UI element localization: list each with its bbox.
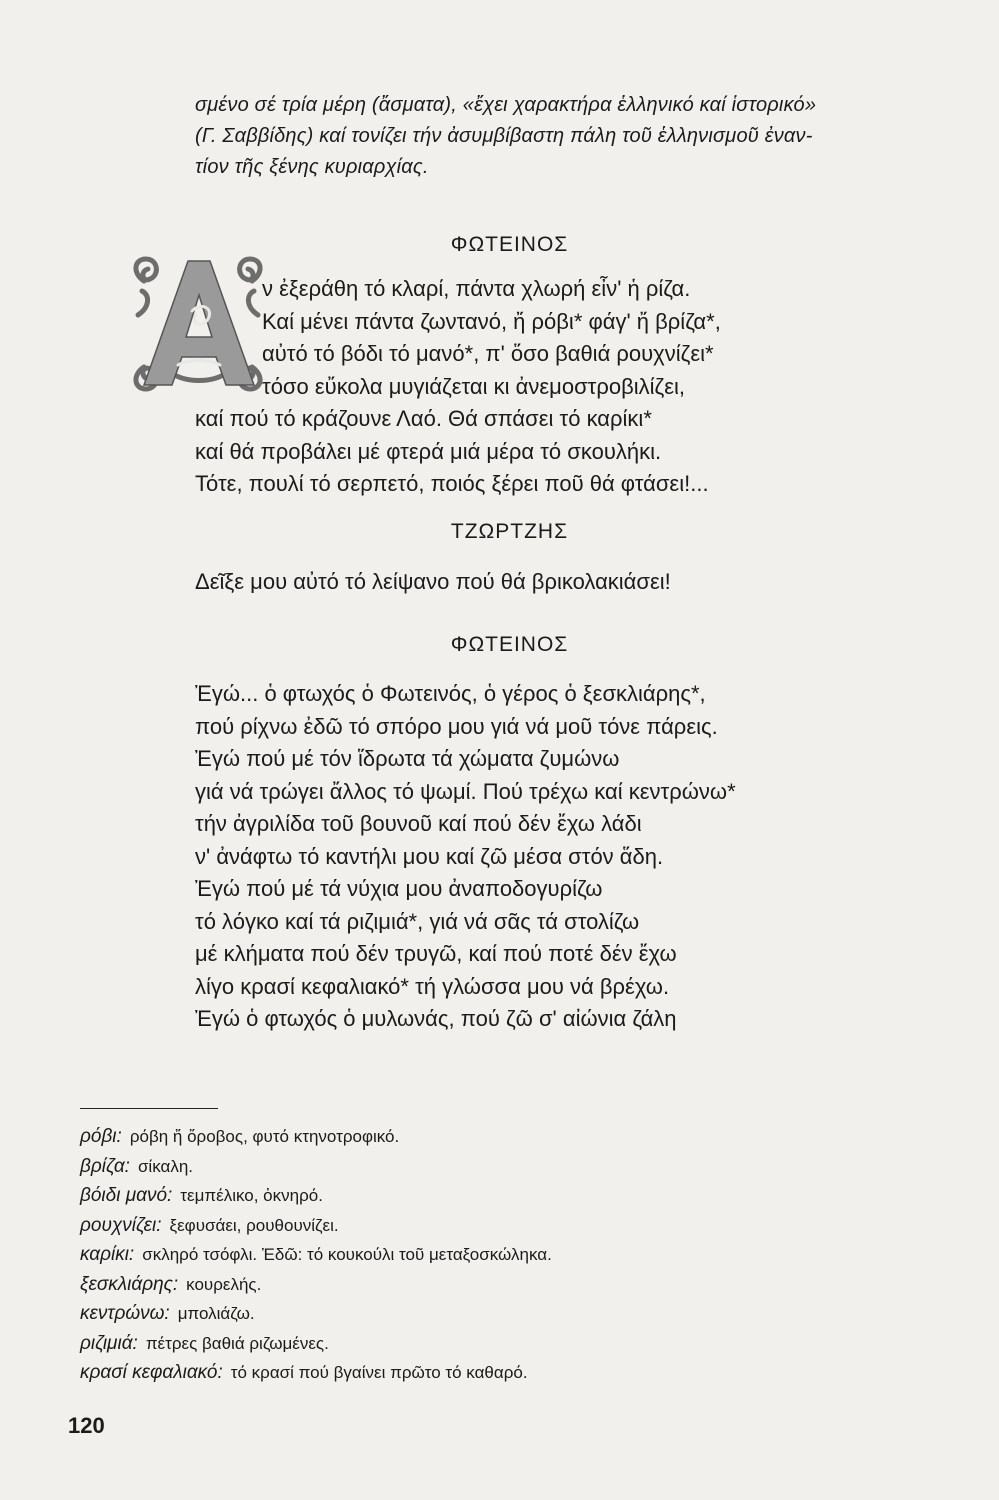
verse-line: τήν ἀγριλίδα τοῦ βουνοῦ καί πού δέν ἔχω λάδι	[195, 811, 642, 836]
intro-line: τίον τῆς ξένης κυριαρχίας.	[195, 156, 429, 178]
glossary-definition: κουρελής.	[186, 1274, 262, 1294]
glossary-definition: τό κρασί πού βγαίνει πρῶτο τό καθαρό.	[230, 1363, 528, 1382]
ornamental-drop-cap	[128, 255, 270, 393]
glossary-entry	[80, 1270, 552, 1300]
glossary-term: ξεσκλιάρης:	[80, 1273, 179, 1295]
speaker-name-foteinos: ΦΩΤΕΙΝΟΣ	[450, 633, 569, 656]
verse-line: τόσο εὔκολα μυγιάζεται κι ἀνεμοστροβιλίζει,	[262, 373, 686, 399]
verse-line: λίγο κρασί κεφαλιακό* τή γλώσσα μου νά βρέχω.	[195, 973, 670, 999]
verse-line: Ἐγώ... ὁ φτωχός ὁ Φωτεινός, ὁ γέρος ὁ ξεσκλιάρης*,	[195, 681, 706, 706]
verse-block	[195, 403, 709, 501]
intro-line: (Γ. Σαββίδης) καί τονίζει τήν ἀσυμβίβαστη πάλη τοῦ ἑλληνισμοῦ ἐναν-	[195, 125, 813, 147]
verse-block	[195, 678, 736, 1036]
verse-line: ν' ἀνάφτω τό καντήλι μου καί ζῶ μέσα στόν ἅδη.	[195, 843, 664, 869]
verse-line: Ἐγώ ὁ φτωχός ὁ μυλωνάς, πού ζῶ σ' αἰώνια ζάλη	[195, 1006, 677, 1031]
glossary-definition: πέτρες βαθιά ριζωμένες.	[145, 1333, 329, 1353]
glossary-definition: μπολιάζω.	[177, 1304, 255, 1323]
verse-block	[195, 566, 671, 599]
verse-line: πού ρίχνω ἐδῶ τό σπόρο μου γιά νά μοῦ τόνε πάρεις.	[195, 713, 718, 739]
glossary-entry	[80, 1181, 552, 1211]
verse-line: ν ἐξεράθη τό κλαρί, πάντα χλωρή εἶν' ἡ ρίζα.	[262, 276, 691, 301]
glossary-term: βόιδι μανό:	[80, 1185, 173, 1206]
glossary-entry	[80, 1299, 552, 1329]
verse-line: μέ κλήματα πού δέν τρυγῶ, καί πού ποτέ δέν ἔχω	[195, 941, 677, 966]
glossary-definition: σκληρό τσόφλι. Ἐδῶ: τό κουκούλι τοῦ μεταξοσκώληκα.	[142, 1245, 552, 1264]
glossary-entry	[80, 1329, 552, 1359]
glossary-entry	[80, 1122, 552, 1152]
verse-line: καί πού τό κράζουνε Λαό. Θά σπάσει τό καρίκι*	[195, 406, 652, 431]
speaker-name-tzortzis: ΤΖΩΡΤΖΗΣ	[450, 520, 569, 543]
verse-line: γιά νά τρώγει ἄλλος τό ψωμί. Πού τρέχω καί κεντρώνω*	[195, 778, 736, 804]
glossary-entry	[80, 1152, 552, 1182]
verse-line: Τότε, πουλί τό σερπετό, ποιός ξέρει ποῦ θά φτάσει!...	[195, 471, 709, 496]
verse-line: Καί μένει πάντα ζωντανό, ἤ ρόβι* φάγ' ἤ βρίζα*,	[262, 308, 721, 334]
glossary-term: ρόβι:	[80, 1126, 122, 1147]
verse-block	[262, 273, 721, 403]
glossary-definition: ρόβη ἤ ὄροβος, φυτό κτηνοτροφικό.	[129, 1127, 400, 1146]
verse-line: τό λόγκο καί τά ριζιμιά*, γιά νά σᾶς τά στολίζω	[195, 908, 640, 934]
footnote-divider	[80, 1108, 218, 1109]
glossary-term: κεντρώνω:	[80, 1303, 170, 1324]
glossary-definition: σίκαλη.	[137, 1156, 194, 1176]
speaker-name-foteinos: ΦΩΤΕΙΝΟΣ	[450, 233, 569, 256]
dropcap-letter: Α	[198, 335, 200, 336]
verse-line: Ἐγώ πού μέ τά νύχια μου ἀναποδογυρίζω	[195, 876, 603, 901]
verse-line: καί θά προβάλει μέ φτερά μιά μέρα τό σκουλήκι.	[195, 438, 662, 464]
glossary-term: ρουχνίζει:	[80, 1214, 162, 1236]
glossary-term: καρίκι:	[80, 1244, 135, 1265]
intro-paragraph	[195, 90, 955, 183]
glossary-footnotes	[80, 1122, 552, 1388]
glossary-term: ριζιμιά:	[80, 1332, 138, 1354]
glossary-term: κρασί κεφαλιακό:	[80, 1362, 223, 1383]
glossary-entry	[80, 1358, 552, 1388]
glossary-entry	[80, 1211, 552, 1241]
intro-line: σμένο σέ τρία μέρη (ἄσματα), «ἔχει χαρακτήρα ἑλληνικό καί ἱστορικό»	[195, 94, 817, 116]
glossary-definition: ξεφυσάει, ρουθουνίζει.	[169, 1215, 339, 1235]
verse-line: Δεῖξε μου αὐτό τό λείψανο πού θά βρικολακιάσει!	[195, 569, 671, 594]
verse-line: Ἐγώ πού μέ τόν ἵδρωτα τά χώματα ζυμώνω	[195, 746, 620, 771]
glossary-entry	[80, 1240, 552, 1270]
page-number: 120	[68, 1413, 105, 1438]
glossary-definition: τεμπέλικο, ὀκνηρό.	[180, 1186, 323, 1205]
verse-line: αὐτό τό βόδι τό μανό*, π' ὅσο βαθιά ρουχνίζει*	[262, 341, 714, 366]
glossary-term: βρίζα:	[80, 1155, 130, 1177]
